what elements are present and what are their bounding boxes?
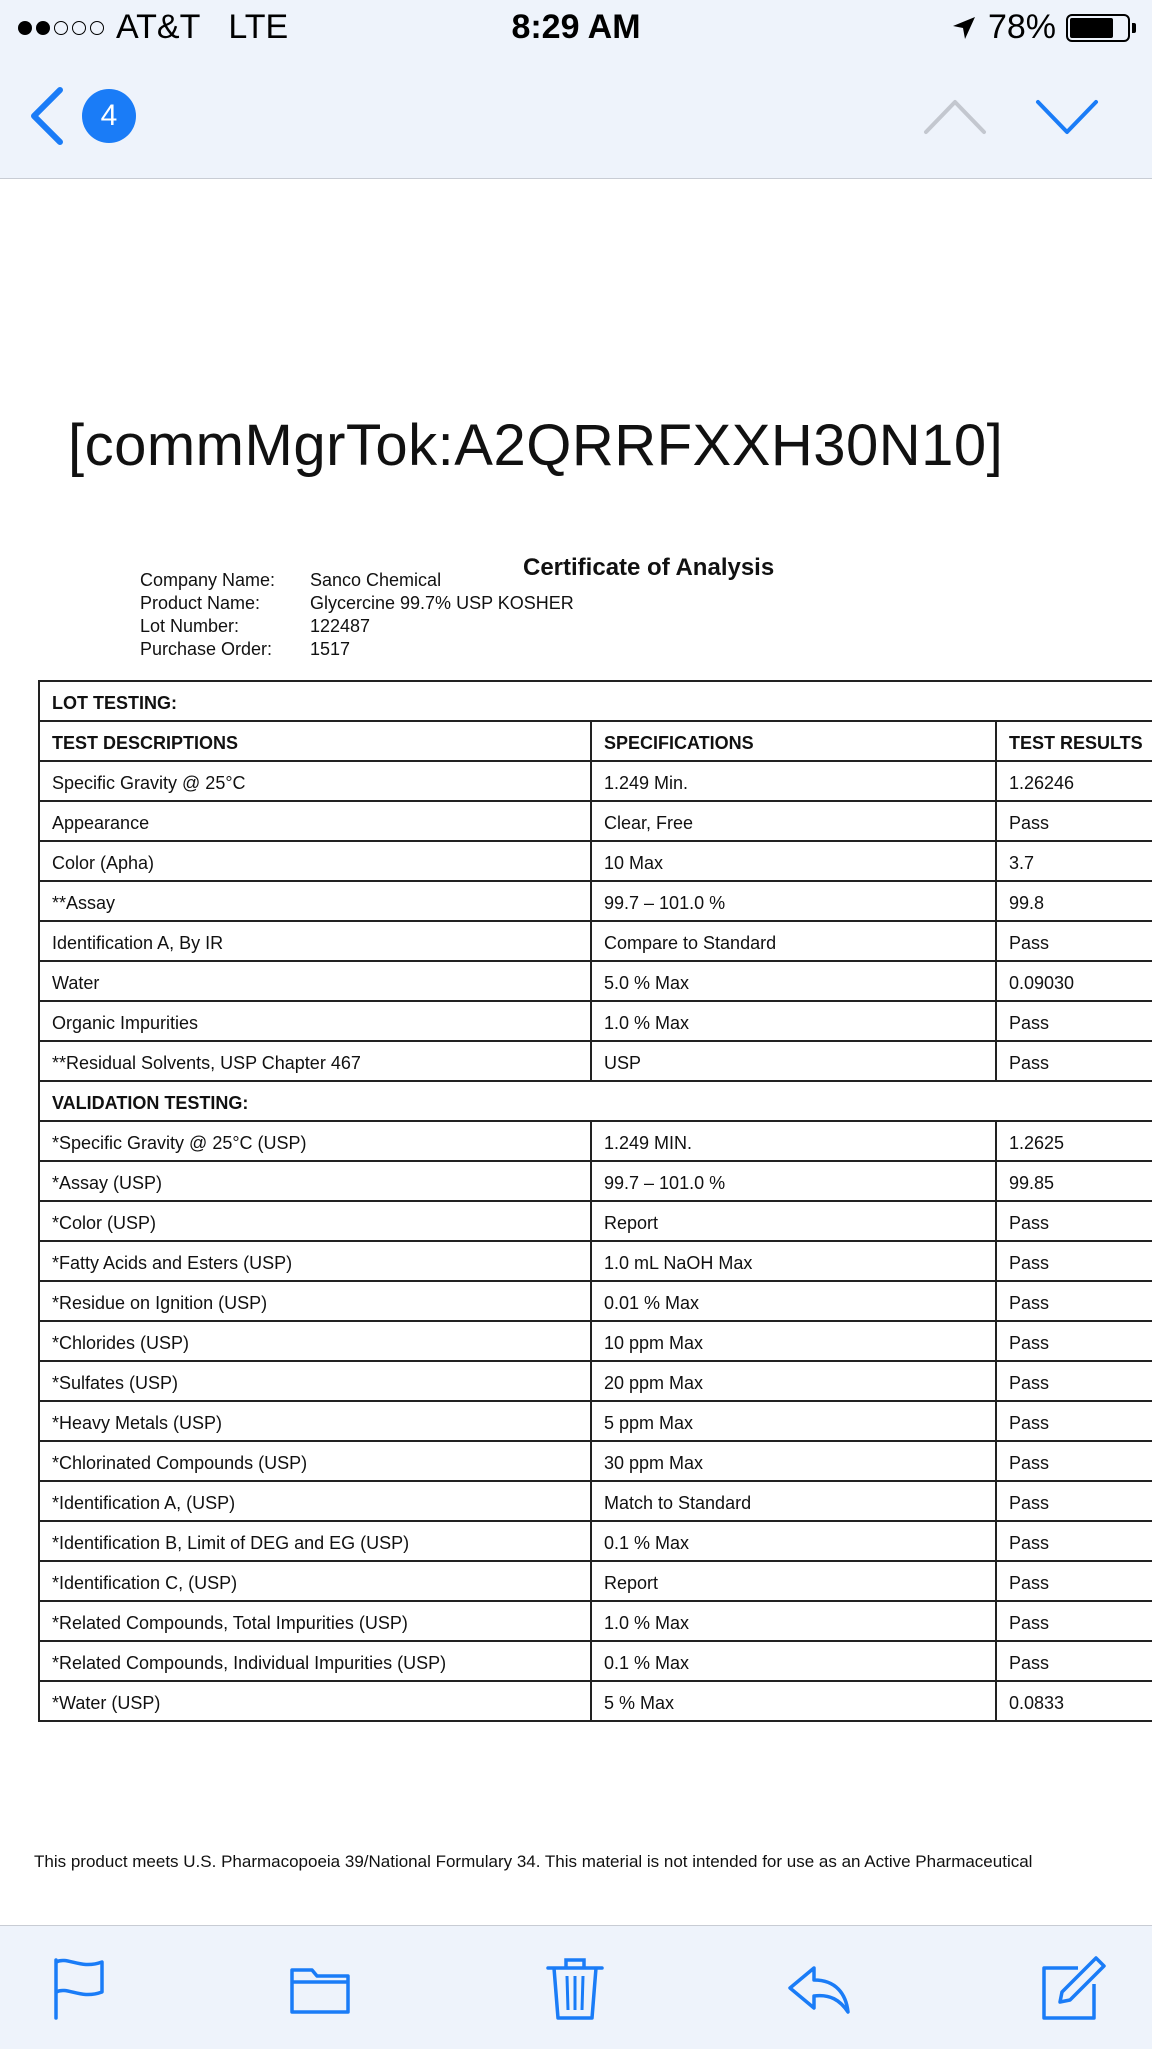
test-result-cell: Pass (996, 1481, 1152, 1521)
specification-cell: 1.0 mL NaOH Max (591, 1241, 996, 1281)
signal-dot-full (18, 21, 32, 35)
network-type: LTE (228, 8, 289, 46)
test-result-cell: Pass (996, 1601, 1152, 1641)
specification-cell: Compare to Standard (591, 921, 996, 961)
test-result-cell: Pass (996, 1281, 1152, 1321)
section-row (39, 681, 1152, 721)
test-description-cell: *Assay (USP) (39, 1161, 591, 1201)
info-label: Company Name: (140, 570, 276, 590)
bottom-toolbar (0, 1925, 1152, 2049)
test-result-cell: Pass (996, 921, 1152, 961)
test-description-cell: *Identification A, (USP) (39, 1481, 591, 1521)
info-row (140, 593, 574, 616)
table-row (39, 1361, 1152, 1401)
table-row (39, 1201, 1152, 1241)
compose-button[interactable] (1038, 1954, 1108, 2024)
battery-percent: 78% (987, 8, 1056, 46)
reply-arrow-icon (784, 1954, 854, 2024)
column-header: TEST DESCRIPTIONS (39, 721, 591, 761)
table-row (39, 1121, 1152, 1161)
table-row (39, 1281, 1152, 1321)
specification-cell: 10 ppm Max (591, 1321, 996, 1361)
test-result-cell: Pass (996, 1401, 1152, 1441)
signal-dot-full (36, 21, 50, 35)
specification-cell: 5 ppm Max (591, 1401, 996, 1441)
specification-cell: Report (591, 1201, 996, 1241)
specification-cell: 10 Max (591, 841, 996, 881)
clock: 8:29 AM (511, 8, 641, 46)
table-row (39, 881, 1152, 921)
next-message-button[interactable] (1032, 88, 1102, 144)
test-description-cell: *Sulfates (USP) (39, 1361, 591, 1401)
table-row (39, 1001, 1152, 1041)
column-header: SPECIFICATIONS (591, 721, 996, 761)
table-row (39, 961, 1152, 1001)
compose-icon (1038, 1954, 1108, 2024)
specification-cell: 0.1 % Max (591, 1641, 996, 1681)
test-description-cell: *Identification B, Limit of DEG and EG (USP) (39, 1521, 591, 1561)
test-result-cell: Pass (996, 1361, 1152, 1401)
test-result-cell: Pass (996, 1001, 1152, 1041)
test-result-cell: Pass (996, 801, 1152, 841)
test-description-cell: *Related Compounds, Total Impurities (USP) (39, 1601, 591, 1641)
back-button[interactable] (28, 86, 188, 146)
test-description-cell: *Color (USP) (39, 1201, 591, 1241)
table-row (39, 841, 1152, 881)
table-row (39, 761, 1152, 801)
table-row (39, 1401, 1152, 1441)
table-row (39, 1521, 1152, 1561)
specification-cell: 20 ppm Max (591, 1361, 996, 1401)
column-header: TEST RESULTS (996, 721, 1152, 761)
table-row (39, 801, 1152, 841)
specification-cell: 1.249 MIN. (591, 1121, 996, 1161)
test-result-cell: Pass (996, 1641, 1152, 1681)
info-value: 122487 (310, 616, 371, 636)
table-row (39, 1441, 1152, 1481)
specification-cell: USP (591, 1041, 996, 1081)
test-result-cell: 3.7 (996, 841, 1152, 881)
table-row (39, 1601, 1152, 1641)
test-description-cell: *Water (USP) (39, 1681, 591, 1721)
section-heading: LOT TESTING: (39, 681, 1152, 721)
flag-icon (44, 1954, 114, 2024)
table-row (39, 1241, 1152, 1281)
certificate-title: Certificate of Analysis (523, 554, 775, 581)
unread-count-badge: 4 (82, 89, 136, 143)
info-value: 1517 (310, 639, 351, 659)
test-result-cell: 99.85 (996, 1161, 1152, 1201)
test-result-cell: 99.8 (996, 881, 1152, 921)
certificate-info (140, 570, 574, 662)
table-row (39, 1641, 1152, 1681)
specification-cell: Clear, Free (591, 801, 996, 841)
test-description-cell: *Specific Gravity @ 25°C (USP) (39, 1121, 591, 1161)
test-result-cell: Pass (996, 1561, 1152, 1601)
specification-cell: 0.01 % Max (591, 1281, 996, 1321)
section-row (39, 1081, 1152, 1121)
test-description-cell: **Assay (39, 881, 591, 921)
info-label: Product Name: (140, 593, 261, 613)
signal-dot-empty (90, 21, 104, 35)
chevron-left-icon (28, 86, 68, 146)
test-result-cell: Pass (996, 1041, 1152, 1081)
nav-bar (0, 58, 1152, 179)
test-result-cell: 1.2625 (996, 1121, 1152, 1161)
table-row (39, 1481, 1152, 1521)
flag-button[interactable] (44, 1954, 114, 2024)
folder-icon (286, 1954, 356, 2024)
specification-cell: 5 % Max (591, 1681, 996, 1721)
test-description-cell: *Related Compounds, Individual Impurities (USP) (39, 1641, 591, 1681)
table-row (39, 1161, 1152, 1201)
carrier-name: AT&T (116, 8, 201, 46)
specification-cell: Match to Standard (591, 1481, 996, 1521)
specification-cell: 5.0 % Max (591, 961, 996, 1001)
specification-cell: Report (591, 1561, 996, 1601)
test-description-cell: Color (Apha) (39, 841, 591, 881)
test-description-cell: **Residual Solvents, USP Chapter 467 (39, 1041, 591, 1081)
specification-cell: 30 ppm Max (591, 1441, 996, 1481)
test-description-cell: *Fatty Acids and Esters (USP) (39, 1241, 591, 1281)
test-description-cell: Organic Impurities (39, 1001, 591, 1041)
test-result-cell: Pass (996, 1521, 1152, 1561)
certificate-footnote: This product meets U.S. Pharmacopoeia 39/National Formulary 34. This material is not intended for use as an Active Pharmaceutical (34, 1852, 1033, 1871)
test-description-cell: Water (39, 961, 591, 1001)
trash-icon (540, 1954, 610, 2024)
message-token-text: [commMgrTok:A2QRRFXXH30N10] (68, 413, 1004, 478)
reply-button[interactable] (784, 1954, 854, 2024)
table-row (39, 1321, 1152, 1361)
test-description-cell: *Residue on Ignition (USP) (39, 1281, 591, 1321)
info-label: Lot Number: (140, 616, 240, 636)
info-row (140, 570, 574, 593)
test-result-cell: 0.0833 (996, 1681, 1152, 1721)
test-result-cell: Pass (996, 1241, 1152, 1281)
status-left (18, 8, 288, 47)
test-result-cell: Pass (996, 1201, 1152, 1241)
specification-cell: 99.7 – 101.0 % (591, 1161, 996, 1201)
info-label: Purchase Order: (140, 639, 273, 659)
chevron-up-icon (920, 88, 990, 144)
move-to-folder-button[interactable] (286, 1954, 356, 2024)
test-result-cell: Pass (996, 1321, 1152, 1361)
battery-cap (1132, 23, 1136, 33)
specification-cell: 99.7 – 101.0 % (591, 881, 996, 921)
trash-button[interactable] (540, 1954, 610, 2024)
test-description-cell: *Identification C, (USP) (39, 1561, 591, 1601)
location-arrow-icon (950, 14, 978, 42)
table-row (39, 1041, 1152, 1081)
test-result-cell: 1.26246 (996, 761, 1152, 801)
specification-cell: 1.0 % Max (591, 1601, 996, 1641)
status-bar (0, 0, 1152, 58)
test-description-cell: *Chlorinated Compounds (USP) (39, 1441, 591, 1481)
info-value: Glycercine 99.7% USP KOSHER (310, 593, 574, 613)
info-value: Sanco Chemical (310, 570, 442, 590)
previous-message-button[interactable] (920, 88, 990, 144)
specification-cell: 1.0 % Max (591, 1001, 996, 1041)
test-description-cell: Appearance (39, 801, 591, 841)
status-right (950, 8, 1136, 47)
test-description-cell: *Heavy Metals (USP) (39, 1401, 591, 1441)
signal-dot-empty (54, 21, 68, 35)
table-row (39, 721, 1152, 761)
battery-icon (1066, 14, 1130, 42)
chevron-down-icon (1032, 88, 1102, 144)
specification-cell: 1.249 Min. (591, 761, 996, 801)
section-heading: VALIDATION TESTING: (39, 1081, 1152, 1121)
table-row (39, 1561, 1152, 1601)
info-row (140, 639, 574, 662)
battery-fill (1070, 18, 1113, 38)
info-row (140, 616, 574, 639)
test-description-cell: *Chlorides (USP) (39, 1321, 591, 1361)
signal-dot-empty (72, 21, 86, 35)
test-result-cell: Pass (996, 1441, 1152, 1481)
test-description-cell: Identification A, By IR (39, 921, 591, 961)
test-result-cell: 0.09030 (996, 961, 1152, 1001)
analysis-table (38, 680, 1152, 1722)
table-row (39, 921, 1152, 961)
certificate-document (0, 540, 1152, 1880)
specification-cell: 0.1 % Max (591, 1521, 996, 1561)
table-row (39, 1681, 1152, 1721)
test-description-cell: Specific Gravity @ 25°C (39, 761, 591, 801)
